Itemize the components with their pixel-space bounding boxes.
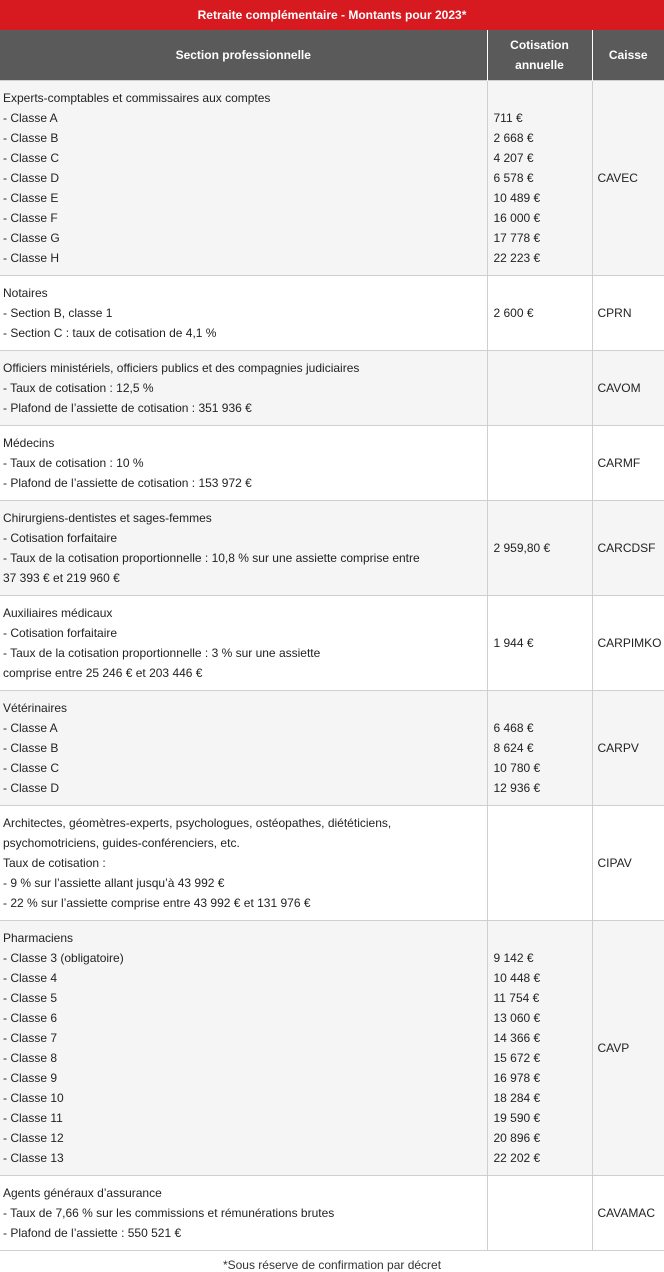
header-section: Section professionnelle	[0, 30, 487, 80]
amount-value: 8 624 €	[493, 740, 534, 755]
amount-cell	[487, 690, 592, 805]
section-detail: - Classe 9	[3, 1070, 58, 1085]
amount-value: 6 578 €	[493, 170, 534, 185]
amount-value: 15 672 €	[493, 1050, 541, 1065]
table-row	[0, 805, 664, 920]
section-title: Médecins	[3, 435, 55, 450]
section-detail: - Classe E	[3, 190, 59, 205]
caisse-cell: CAVP	[592, 920, 664, 1175]
table-body	[0, 80, 664, 1250]
section-detail: - 22 % sur l’assiette comprise entre 43 992 € et 131 976 €	[3, 895, 311, 910]
caisse-cell: CARPIMKO	[592, 595, 664, 690]
amount-value: 16 000 €	[493, 210, 541, 225]
section-detail: - Classe H	[3, 250, 60, 265]
table-row	[0, 350, 664, 425]
section-detail: - Section C : taux de cotisation de 4,1 %	[3, 325, 217, 340]
section-detail: comprise entre 25 246 € et 203 446 €	[3, 665, 203, 680]
amount-value: 17 778 €	[493, 230, 541, 245]
section-cell	[0, 1175, 487, 1250]
section-title: Notaires	[3, 285, 48, 300]
section-detail: - Classe A	[3, 720, 58, 735]
header-cotisation-line2: annuelle	[515, 57, 564, 72]
amount-value: 14 366 €	[493, 1030, 541, 1045]
amount-value: 10 489 €	[493, 190, 541, 205]
section-cell	[0, 500, 487, 595]
table-row	[0, 80, 664, 275]
section-title: Auxiliaires médicaux	[3, 605, 113, 620]
section-detail: - Classe 6	[3, 1010, 58, 1025]
section-detail: - Classe 4	[3, 970, 58, 985]
amount-value: 22 202 €	[493, 1150, 541, 1165]
section-cell	[0, 425, 487, 500]
amount-value: 1 944 €	[493, 635, 534, 650]
contributions-table	[0, 30, 664, 1251]
amount-value: 4 207 €	[493, 150, 534, 165]
section-detail: - Plafond de l’assiette de cotisation : 351 936 €	[3, 400, 252, 415]
section-detail: - 9 % sur l’assiette allant jusqu’à 43 992 €	[3, 875, 225, 890]
amount-value: 13 060 €	[493, 1010, 541, 1025]
section-detail: - Classe D	[3, 780, 60, 795]
amount-value: 11 754 €	[493, 990, 540, 1005]
section-title: Pharmaciens	[3, 930, 74, 945]
section-detail: - Classe 10	[3, 1090, 64, 1105]
caisse-cell: CAVEC	[592, 80, 664, 275]
amount-value: 20 896 €	[493, 1130, 541, 1145]
section-cell	[0, 920, 487, 1175]
header-cotisation-line1: Cotisation	[510, 37, 569, 52]
amount-cell	[487, 80, 592, 275]
table-row	[0, 1175, 664, 1250]
section-detail: Taux de cotisation :	[3, 855, 106, 870]
amount-value: 2 600 €	[493, 305, 534, 320]
amount-value: 2 668 €	[493, 130, 534, 145]
section-detail: - Classe G	[3, 230, 60, 245]
section-detail: - Classe 12	[3, 1130, 64, 1145]
table-title: Retraite complémentaire - Montants pour 2023*	[0, 0, 664, 30]
section-detail: - Cotisation forfaitaire	[3, 625, 118, 640]
section-cell	[0, 275, 487, 350]
table-row	[0, 275, 664, 350]
section-detail: - Classe D	[3, 170, 60, 185]
section-cell	[0, 595, 487, 690]
caisse-cell: CARCDSF	[592, 500, 664, 595]
section-detail: - Classe 11	[3, 1110, 63, 1125]
caisse-cell: CPRN	[592, 275, 664, 350]
section-cell	[0, 350, 487, 425]
caisse-cell: CAVAMAC	[592, 1175, 664, 1250]
section-title: Officiers ministériels, officiers publics et des compagnies judiciaires	[3, 360, 360, 375]
amount-value: 9 142 €	[493, 950, 534, 965]
amount-value: 18 284 €	[493, 1090, 541, 1105]
section-title: Experts-comptables et commissaires aux comptes	[3, 90, 271, 105]
amount-value: 711 €	[493, 110, 523, 125]
section-detail: - Classe 5	[3, 990, 58, 1005]
amount-value: 10 780 €	[493, 760, 541, 775]
section-detail: - Classe 7	[3, 1030, 58, 1045]
section-detail: - Section B, classe 1	[3, 305, 113, 320]
section-detail: - Plafond de l’assiette de cotisation : 153 972 €	[3, 475, 252, 490]
amount-cell	[487, 425, 592, 500]
amount-cell	[487, 805, 592, 920]
section-detail: - Taux de cotisation : 10 %	[3, 455, 144, 470]
section-detail: - Taux de 7,66 % sur les commissions et rémunérations brutes	[3, 1205, 335, 1220]
section-detail: - Classe C	[3, 150, 60, 165]
amount-value: 10 448 €	[493, 970, 541, 985]
amount-cell	[487, 595, 592, 690]
section-detail: - Taux de la cotisation proportionnelle : 3 % sur une assiette	[3, 645, 321, 660]
caisse-cell: CAVOM	[592, 350, 664, 425]
section-title: Vétérinaires	[3, 700, 68, 715]
header-cotisation	[487, 30, 592, 80]
amount-cell	[487, 275, 592, 350]
section-detail: - Classe A	[3, 110, 58, 125]
section-detail: 37 393 € et 219 960 €	[3, 570, 120, 585]
table-row	[0, 920, 664, 1175]
section-cell	[0, 690, 487, 805]
caisse-cell: CARPV	[592, 690, 664, 805]
amount-value: 6 468 €	[493, 720, 534, 735]
section-title: Architectes, géomètres-experts, psychologues, ostéopathes, diététiciens,	[3, 815, 392, 830]
section-detail: - Taux de la cotisation proportionnelle : 10,8 % sur une assiette comprise entre	[3, 550, 420, 565]
section-detail: - Plafond de l’assiette : 550 521 €	[3, 1225, 182, 1240]
section-title: Chirurgiens-dentistes et sages-femmes	[3, 510, 212, 525]
caisse-cell: CIPAV	[592, 805, 664, 920]
header-caisse: Caisse	[592, 30, 664, 80]
section-cell	[0, 805, 487, 920]
amount-cell	[487, 350, 592, 425]
section-detail: - Cotisation forfaitaire	[3, 530, 118, 545]
table-row	[0, 425, 664, 500]
table-row	[0, 500, 664, 595]
table-row	[0, 595, 664, 690]
table-row	[0, 690, 664, 805]
section-detail: - Classe 8	[3, 1050, 58, 1065]
amount-value: 19 590 €	[493, 1110, 541, 1125]
section-detail: - Classe 3 (obligatoire)	[3, 950, 124, 965]
header-row	[0, 30, 664, 80]
section-title: Agents généraux d’assurance	[3, 1185, 162, 1200]
section-detail: - Classe C	[3, 760, 60, 775]
amount-cell	[487, 500, 592, 595]
section-detail: - Taux de cotisation : 12,5 %	[3, 380, 154, 395]
caisse-cell: CARMF	[592, 425, 664, 500]
amount-value: 12 936 €	[493, 780, 541, 795]
footnote: *Sous réserve de confirmation par décret	[222, 1257, 442, 1272]
section-cell	[0, 80, 487, 275]
section-detail: psychomotriciens, guides-conférenciers, etc.	[3, 835, 240, 850]
amount-value: 16 978 €	[493, 1070, 541, 1085]
amount-cell	[487, 1175, 592, 1250]
section-detail: - Classe 13	[3, 1150, 64, 1165]
amount-value: 22 223 €	[493, 250, 541, 265]
section-detail: - Classe B	[3, 130, 59, 145]
amount-value: 2 959,80 €	[493, 540, 551, 555]
section-detail: - Classe B	[3, 740, 59, 755]
section-detail: - Classe F	[3, 210, 58, 225]
amount-cell	[487, 920, 592, 1175]
